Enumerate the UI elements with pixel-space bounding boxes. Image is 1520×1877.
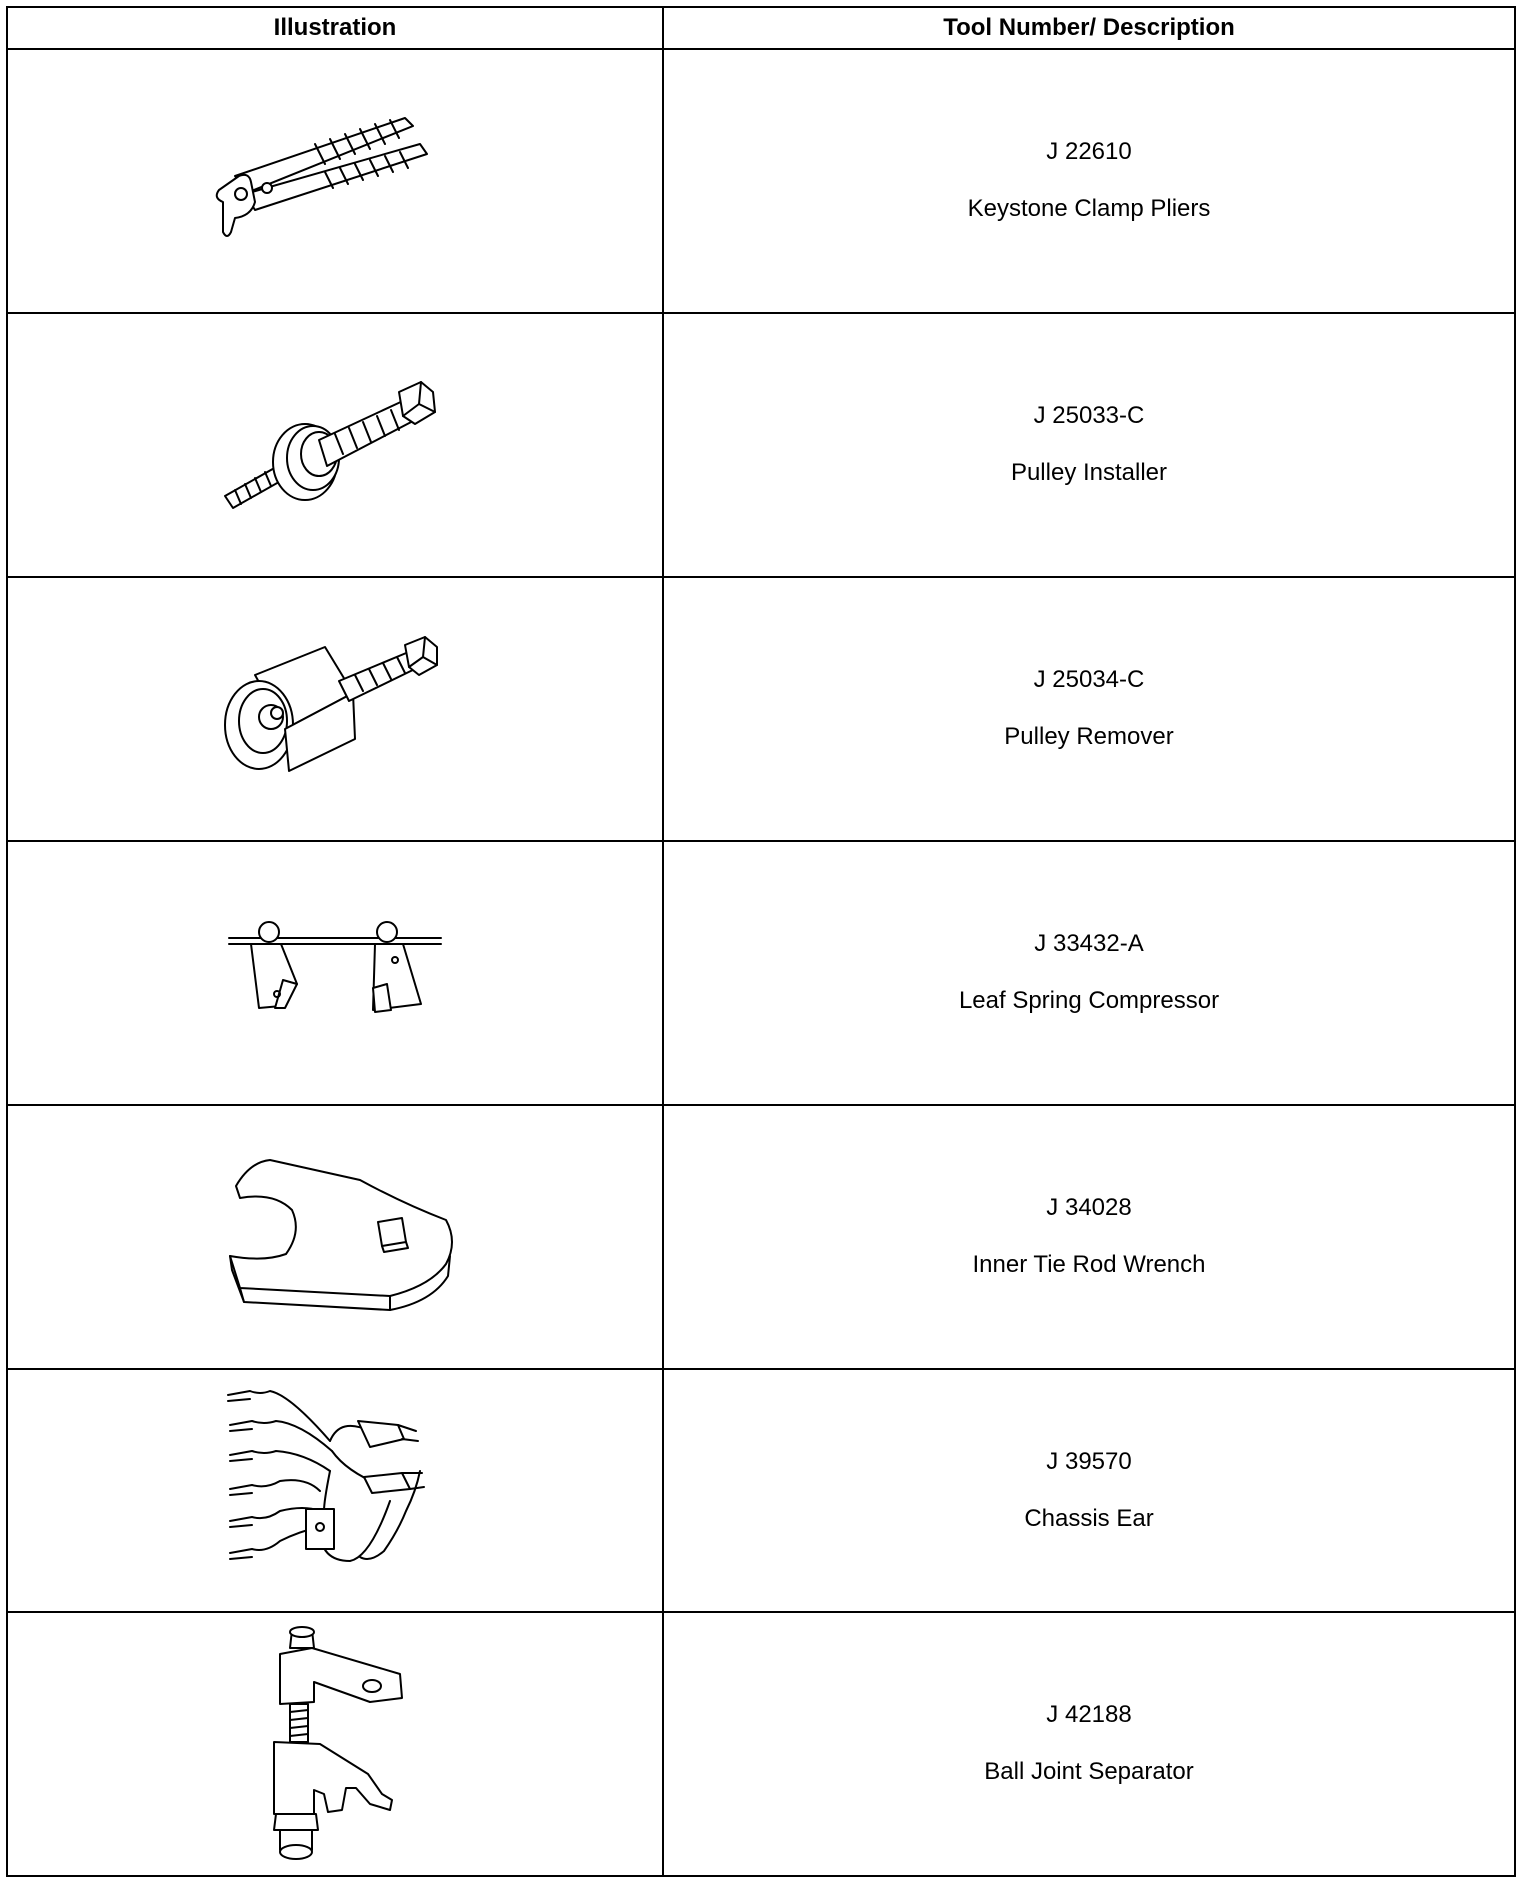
- description-cell: [663, 313, 1515, 577]
- chassis-ear-icon: [220, 1381, 450, 1601]
- tool-number: J 25033-C: [1033, 402, 1145, 430]
- tool-description: Leaf Spring Compressor: [958, 987, 1220, 1014]
- keystone-clamp-pliers-icon: [205, 106, 465, 256]
- description-cell: [663, 1369, 1515, 1612]
- tool-description: Keystone Clamp Pliers: [967, 195, 1211, 222]
- illustration-cell: [7, 1612, 663, 1876]
- tool-number: J 42188: [1046, 1701, 1132, 1729]
- table-row: [7, 841, 1515, 1105]
- table-row: [7, 313, 1515, 577]
- illustration-cell: [7, 577, 663, 841]
- description-cell: [663, 49, 1515, 313]
- table-row: [7, 577, 1515, 841]
- ball-joint-separator-icon: [250, 1624, 420, 1864]
- tool-number: J 34028: [1046, 1194, 1132, 1222]
- tool-description: Pulley Remover: [1004, 723, 1174, 750]
- description-cell: [663, 1612, 1515, 1876]
- tool-number: J 22610: [1046, 138, 1132, 166]
- table-row: [7, 1369, 1515, 1612]
- table-header-row: [7, 7, 1515, 49]
- tool-number: J 25034-C: [1033, 666, 1145, 694]
- column-header-illustration: Illustration: [7, 7, 663, 49]
- pulley-remover-icon: [215, 629, 455, 789]
- tool-description: Inner Tie Rod Wrench: [972, 1251, 1206, 1278]
- tool-number: J 39570: [1046, 1447, 1132, 1475]
- illustration-cell: [7, 841, 663, 1105]
- table-row: [7, 1105, 1515, 1369]
- inner-tie-rod-wrench-icon: [210, 1152, 460, 1322]
- description-cell: [663, 841, 1515, 1105]
- column-header-tool: Tool Number/ Description: [663, 7, 1515, 49]
- table-row: [7, 49, 1515, 313]
- description-cell: [663, 1105, 1515, 1369]
- table-row: [7, 1612, 1515, 1876]
- pulley-installer-icon: [215, 370, 455, 520]
- tool-description: Chassis Ear: [1024, 1504, 1154, 1532]
- illustration-cell: [7, 313, 663, 577]
- illustration-cell: [7, 1369, 663, 1612]
- illustration-cell: [7, 1105, 663, 1369]
- leaf-spring-compressor-icon: [225, 918, 445, 1028]
- description-cell: [663, 577, 1515, 841]
- tool-description: Ball Joint Separator: [984, 1758, 1194, 1785]
- illustration-cell: [7, 49, 663, 313]
- tool-description: Pulley Installer: [1010, 459, 1168, 486]
- tool-number: J 33432-A: [1034, 930, 1144, 958]
- special-tools-table: [6, 6, 1516, 1877]
